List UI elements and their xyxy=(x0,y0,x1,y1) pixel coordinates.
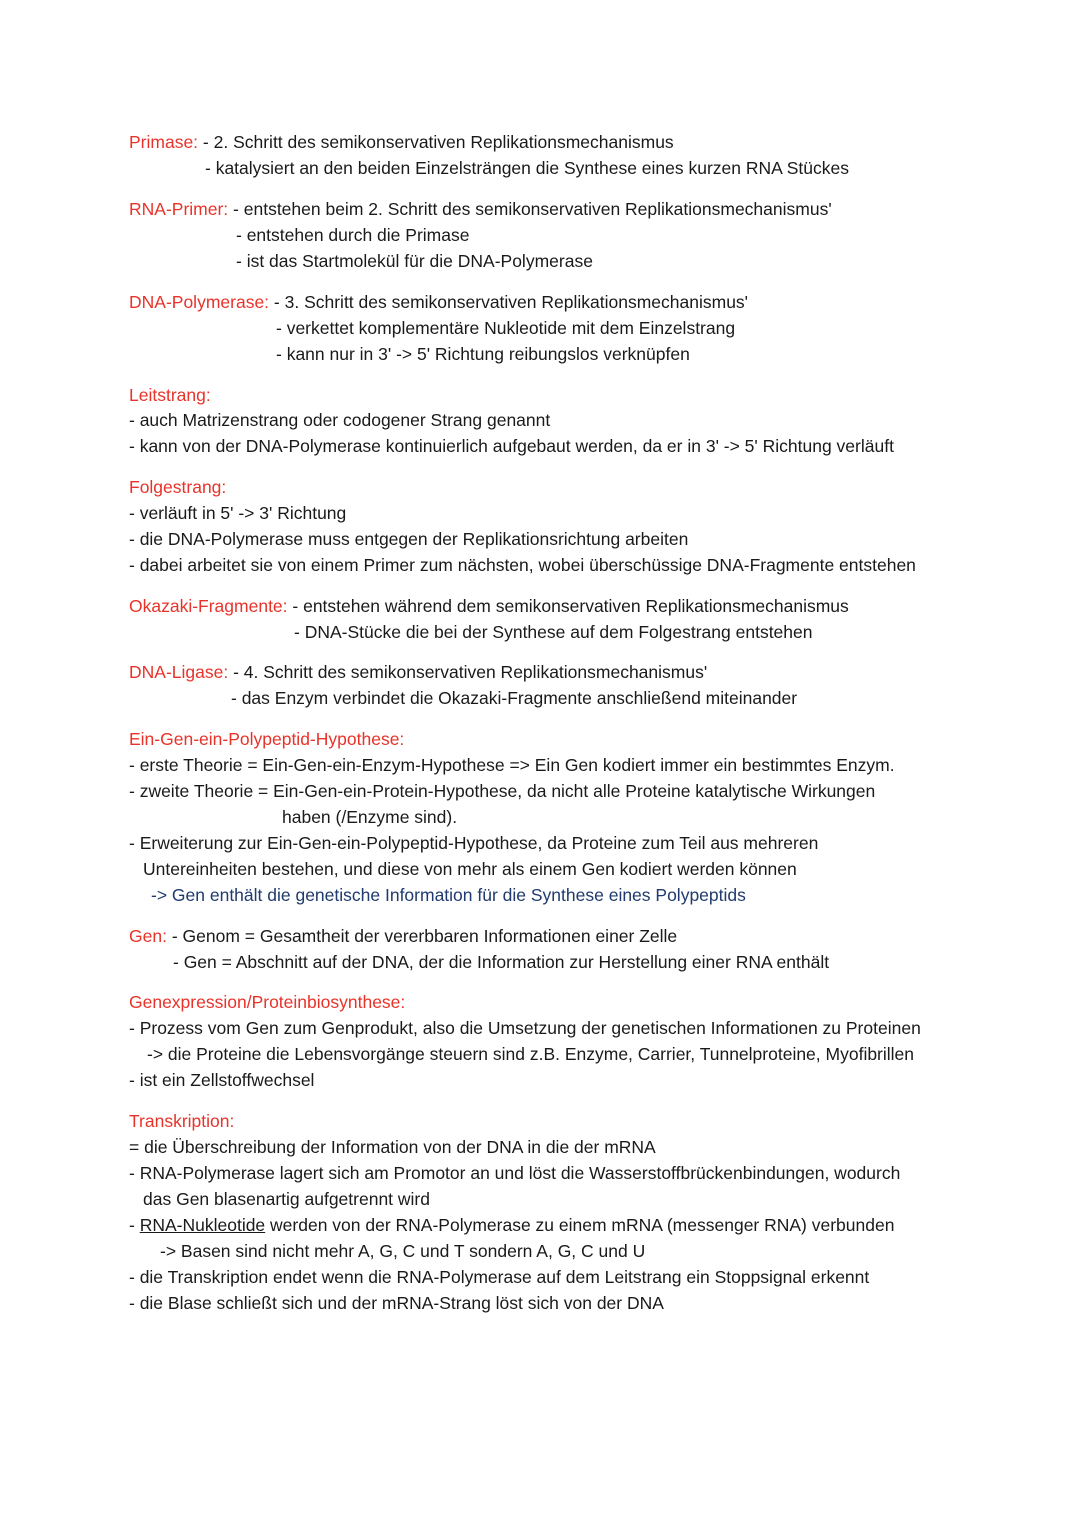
leitstrang-item: - kann von der DNA-Polymerase kontinuierlich aufgebaut werden, da er in 3' -> 5' Richtung verläuft xyxy=(129,436,894,456)
transkription-item: - RNA-Polymerase lagert sich am Promotor an und löst die Wasserstoffbrückenbindungen, wodurch xyxy=(129,1163,901,1183)
primase-item: - katalysiert an den beiden Einzelsträngen die Synthese eines kurzen RNA Stückes xyxy=(205,158,849,178)
transkription-item: = die Überschreibung der Information von der DNA in die der mRNA xyxy=(129,1137,656,1157)
gen-item: - Genom = Gesamtheit der vererbbaren Informationen einer Zelle xyxy=(171,926,678,946)
term-leitstrang: Leitstrang: xyxy=(129,385,211,405)
term-genexpression: Genexpression/Proteinbiosynthese: xyxy=(129,992,406,1012)
okazaki-line-1 xyxy=(129,595,849,617)
transkription-item: - xyxy=(129,1215,140,1235)
transkription-item: -> Basen sind nicht mehr A, G, C und T sondern A, G, C und U xyxy=(160,1241,646,1261)
transkription-item: - die Blase schließt sich und der mRNA-Strang löst sich von der DNA xyxy=(129,1293,664,1313)
rna-primer-item: - entstehen durch die Primase xyxy=(236,225,470,245)
ligase-item: - 4. Schritt des semikonservativen Replikationsmechanismus' xyxy=(233,662,708,682)
okazaki-item: - entstehen während dem semikonservativen Replikationsmechanismus xyxy=(292,596,849,616)
hypothese-item: haben (/Enzyme sind). xyxy=(282,807,458,827)
rna-primer-item: - entstehen beim 2. Schritt des semikonservativen Replikationsmechanismus' xyxy=(233,199,832,219)
term-okazaki: Okazaki-Fragmente: xyxy=(129,596,288,616)
genexpression-item: -> die Proteine die Lebensvorgänge steuern sind z.B. Enzyme, Carrier, Tunnelproteine, Myofibrillen xyxy=(147,1044,915,1064)
term-dna-ligase: DNA-Ligase: xyxy=(129,662,229,682)
term-rna-primer: RNA-Primer: xyxy=(129,199,229,219)
transkription-item: das Gen blasenartig aufgetrennt wird xyxy=(143,1189,430,1209)
rna-primer-item: - ist das Startmolekül für die DNA-Polymerase xyxy=(236,251,593,271)
dna-polymerase-item: - 3. Schritt des semikonservativen Replikationsmechanismus' xyxy=(273,292,749,312)
rna-nukleotide-term: RNA-Nukleotide xyxy=(139,1215,266,1235)
hypothese-item: - erste Theorie = Ein-Gen-ein-Enzym-Hypothese => Ein Gen kodiert immer ein bestimmtes Enzym. xyxy=(129,755,895,775)
hypothese-conclusion: -> Gen enthält die genetische Information für die Synthese eines Polypeptids xyxy=(151,885,746,905)
term-gen: Gen: xyxy=(129,926,167,946)
term-hypothese: Ein-Gen-ein-Polypeptid-Hypothese: xyxy=(129,729,405,749)
transkription-nukleotide-line xyxy=(129,1214,894,1236)
term-primase: Primase: xyxy=(129,132,199,152)
term-folgestrang: Folgestrang: xyxy=(129,477,227,497)
dna-polymerase-item: - verkettet komplementäre Nukleotide mit dem Einzelstrang xyxy=(276,318,736,338)
hypothese-item: Untereinheiten bestehen, und diese von mehr als einem Gen kodiert werden können xyxy=(143,859,797,879)
folgestrang-item: - verläuft in 5' -> 3' Richtung xyxy=(129,503,347,523)
rna-primer-line-1 xyxy=(129,198,832,220)
hypothese-item: - Erweiterung zur Ein-Gen-ein-Polypeptid-Hypothese, da Proteine zum Teil aus mehreren xyxy=(129,833,819,853)
term-dna-polymerase: DNA-Polymerase: xyxy=(129,292,270,312)
transkription-item: - die Transkription endet wenn die RNA-Polymerase auf dem Leitstrang ein Stoppsignal erkennt xyxy=(129,1267,870,1287)
dna-polymerase-item: - kann nur in 3' -> 5' Richtung reibungslos verknüpfen xyxy=(276,344,690,364)
ligase-line-1 xyxy=(129,661,707,683)
okazaki-item: - DNA-Stücke die bei der Synthese auf dem Folgestrang entstehen xyxy=(294,622,813,642)
gen-line-1 xyxy=(129,925,677,947)
primase-item: - 2. Schritt des semikonservativen Replikationsmechanismus xyxy=(202,132,674,152)
primase-line-1 xyxy=(129,131,674,153)
genexpression-item: - ist ein Zellstoffwechsel xyxy=(129,1070,315,1090)
dna-polymerase-line-1 xyxy=(129,291,748,313)
folgestrang-item: - die DNA-Polymerase muss entgegen der Replikationsrichtung arbeiten xyxy=(129,529,689,549)
hypothese-item: - zweite Theorie = Ein-Gen-ein-Protein-Hypothese, da nicht alle Proteine katalytische Wirkungen xyxy=(129,781,876,801)
term-transkription: Transkription: xyxy=(129,1111,235,1131)
genexpression-item: - Prozess vom Gen zum Genprodukt, also die Umsetzung der genetischen Informationen zu Proteinen xyxy=(129,1018,921,1038)
transkription-item: werden von der RNA-Polymerase zu einem mRNA (messenger RNA) verbunden xyxy=(265,1215,895,1235)
gen-item: - Gen = Abschnitt auf der DNA, der die Information zur Herstellung einer RNA enthält xyxy=(173,952,830,972)
leitstrang-item: - auch Matrizenstrang oder codogener Strang genannt xyxy=(129,410,551,430)
ligase-item: - das Enzym verbindet die Okazaki-Fragmente anschließend miteinander xyxy=(231,688,798,708)
folgestrang-item: - dabei arbeitet sie von einem Primer zum nächsten, wobei überschüssige DNA-Fragmente entstehen xyxy=(129,555,916,575)
